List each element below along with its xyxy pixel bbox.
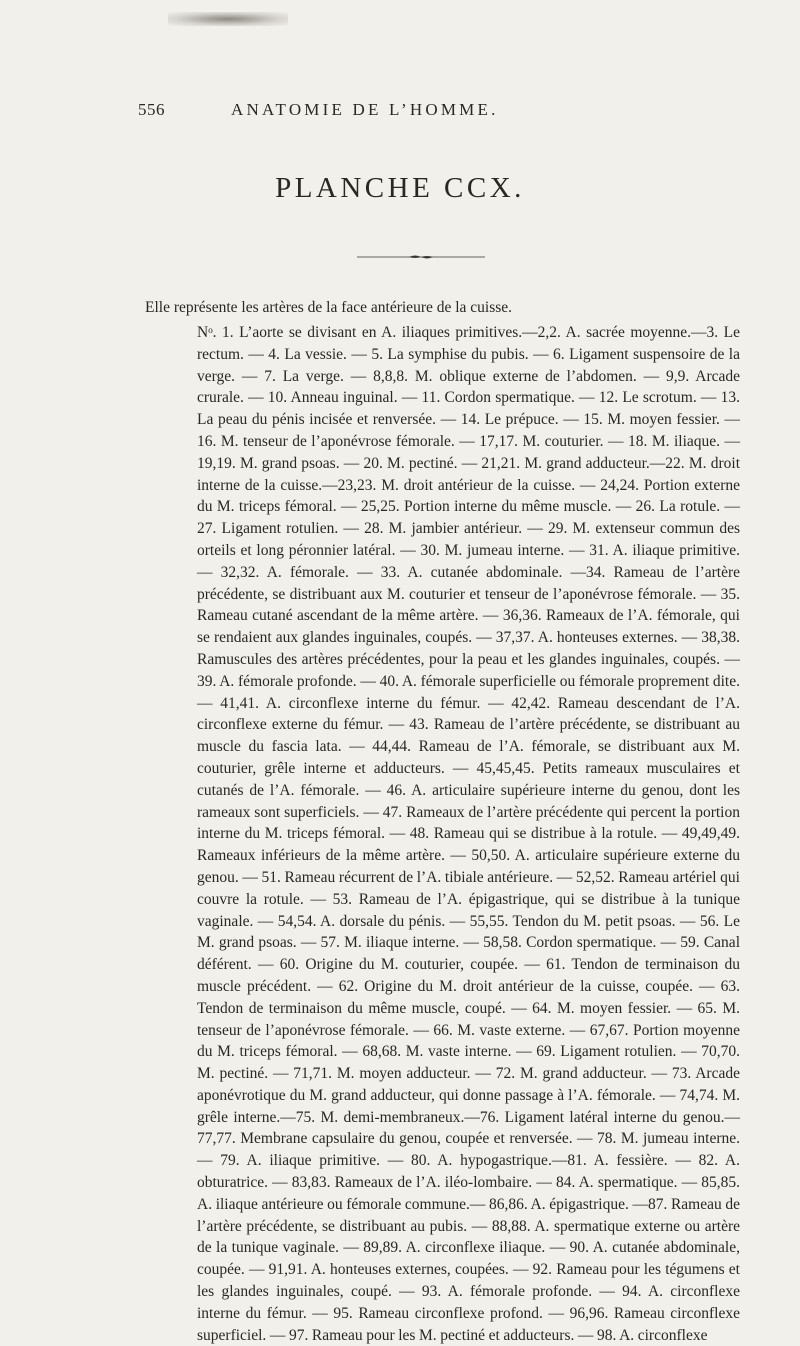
- ink-stain: [168, 12, 288, 26]
- plate-legend-text: [197, 322, 740, 1346]
- plate-title: PLANCHE CCX.: [275, 172, 525, 204]
- page-header: [0, 100, 800, 124]
- plate-description-lead: Elle représente les artères de la face antérieure de la cuisse.: [145, 299, 513, 316]
- ornamental-rule: [357, 254, 485, 260]
- page-number: 556: [138, 100, 165, 119]
- legend-paragraph: Nᵒ. 1. L’aorte se divisant en A. iliaques primitives.—2,2. A. sacrée moyenne.—3. Le rectum. — 4. La vessie. — 5. La symphise du pubis. — 6. Ligament suspensoire de la verge. — 7. La verge. — 8,8,8. M. oblique externe de l’abdomen. — 9,9. Arcade crurale. — 10. Anneau inguinal. — 11. Cordon spermatique. — 12. Le scrotum. — 13. La peau du pénis incisée et renversée. — 14. Le prépuce. — 15. M. moyen fessier. — 16. M. tenseur de l’aponévrose fémorale. — 17,17. M. couturier. — 18. M. iliaque. — 19,19. M. grand psoas. — 20. M. pectiné. — 21,21. M. grand adducteur.—22. M. droit interne de la cuisse.—23,23. M. droit antérieur de la cuisse. — 24,24. Portion externe du M. triceps fémoral. — 25,25. Portion interne du même muscle. — 26. La rotule. — 27. Ligament rotulien. — 28. M. jambier antérieur. — 29. M. extenseur commun des orteils et long péronnier latéral. — 30. M. jumeau interne. — 31. A. iliaque primitive. — 32,32. A. fémorale. — 33. A. cutanée abdominale. —34. Rameau de l’artère précédente, se distribuant aux M. couturier et tenseur de l’aponévrose fémorale. — 35. Rameau cutané ascendant de la même artère. — 36,36. Rameaux de l’A. fémorale, qui se rendaient aux glandes inguinales, coupés. — 37,37. A. honteuses externes. — 38,38. Ramuscules des artères précédentes, pour la peau et les glandes inguinales, coupés. — 39. A. fémorale profonde. — 40. A. fémorale superficielle ou fémorale proprement dite. — 41,41. A. circonflexe interne du fémur. — 42,42. Rameau descendant de l’A. circonflexe externe du fémur. — 43. Rameau de l’artère précédente, se distribuant au muscle du fascia lata. — 44,44. Rameau de l’A. fémorale, se distribuant aux M. couturier, grêle interne et adducteurs. — 45,45,45. Petits rameaux musculaires et cutanés de l’A. fémorale. — 46. A. articulaire supérieure interne du genou, dont les rameaux sont superficiels. — 47. Rameaux de l’artère précédente qui percent la portion interne du M. triceps fémoral. — 48. Rameau qui se distribue à la rotule. — 49,49,49. Rameaux inférieurs de la même artère. — 50,50. A. articulaire supérieure externe du genou. — 51. Rameau récurrent de l’A. tibiale antérieure. — 52,52. Rameau artériel qui couvre la rotule. — 53. Rameau de l’A. épigastrique, qui se distribue à la tunique vaginale. — 54,54. A. dorsale du pénis. — 55,55. Tendon du M. petit psoas. — 56. Le M. grand psoas. — 57. M. iliaque interne. — 58,58. Cordon spermatique. — 59. Canal déférent. — 60. Origine du M. couturier, coupée. — 61. Tendon de terminaison du muscle précédent. — 62. Origine du M. droit antérieur de la cuisse, coupée. — 63. Tendon de terminaison du même muscle, coupé. — 64. M. moyen fessier. — 65. M. tenseur de l’aponévrose fémorale. — 66. M. vaste externe. — 67,67. Portion moyenne du M. triceps fémoral. — 68,68. M. vaste interne. — 69. Ligament rotulien. — 70,70. M. pectiné. — 71,71. M. moyen adducteur. — 72. M. grand adducteur. — 73. Arcade aponévrotique du M. grand adducteur, qui donne passage à l’A. fémorale. — 74,74. M. grêle interne.—75. M. demi-membraneux.—76. Ligament latéral interne du genou.—77,77. Membrane capsulaire du genou, coupée et renversée. — 78. M. jumeau interne. — 79. A. iliaque primitive. — 80. A. hypogastrique.—81. A. fessière. — 82. A. obturatrice. — 83,83. Rameaux de l’A. iléo-lombaire. — 84. A. spermatique. — 85,85. A. iliaque antérieure ou fémorale commune.— 86,86. A. épigastrique. —87. Rameau de l’artère précédente, se distribuant au pubis. — 88,88. A. spermatique externe ou artère de la tunique vaginale. — 89,89. A. circonflexe iliaque. — 90. A. cutanée abdominale, coupée. — 91,91. A. honteuses externes, coupées. — 92. Rameau pour les tégumens et les glandes inguinales, coupé. — 93. A. fémorale profonde. — 94. A. circonflexe interne du fémur. — 95. Rameau circonflexe profond. — 96,96. Rameau circonflexe superficiel. — 97. Rameau pour les M. pectiné et adducteurs. — 98. A. circonflexe: [197, 324, 740, 1344]
- running-head: ANATOMIE DE L’HOMME.: [231, 100, 499, 119]
